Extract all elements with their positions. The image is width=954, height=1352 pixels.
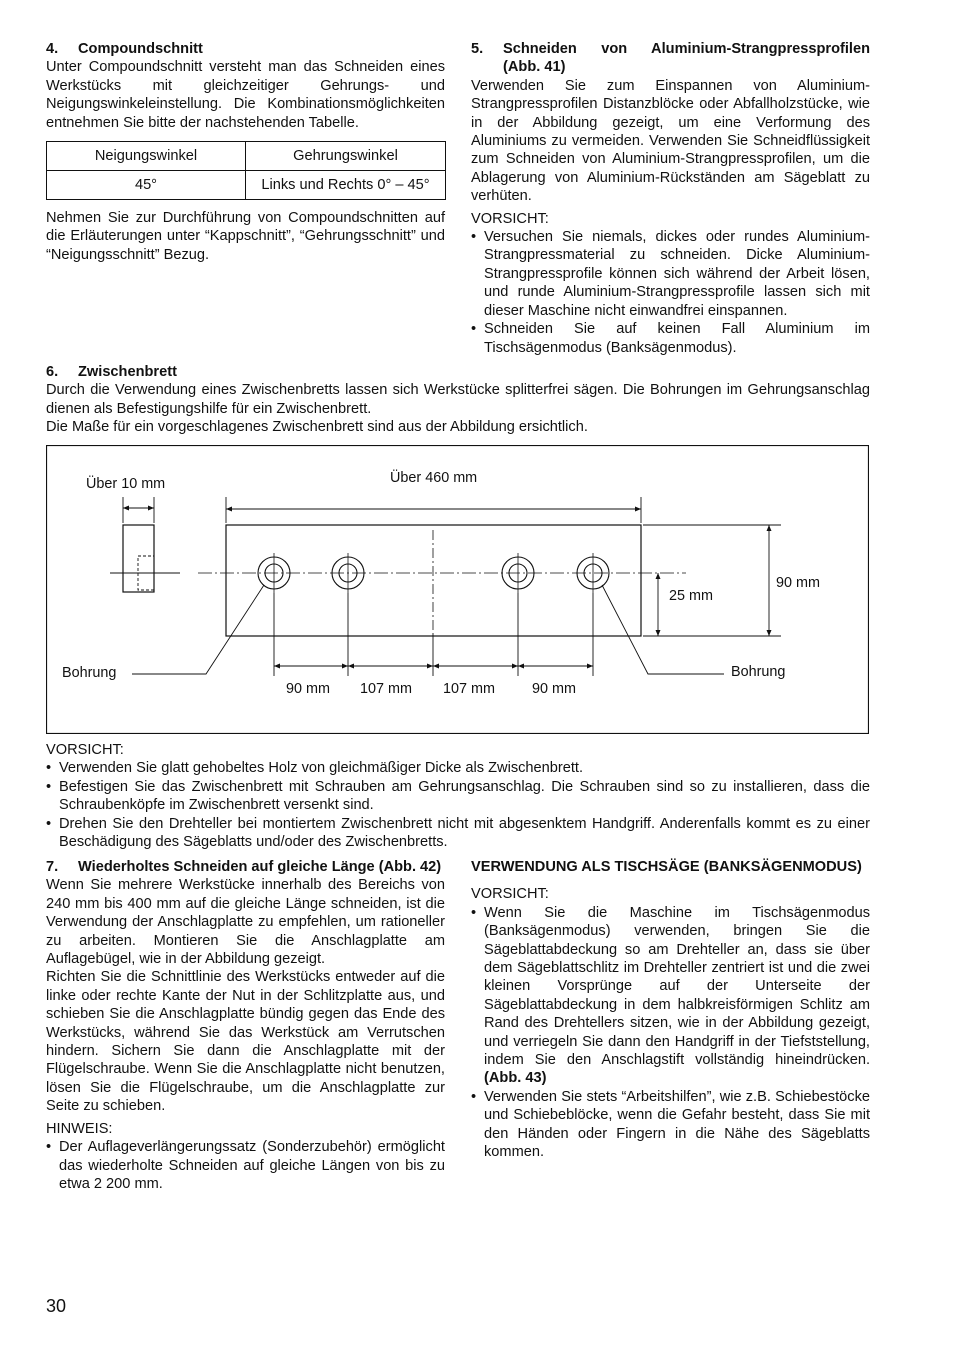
list-item: • Versuchen Sie niemals, dickes oder rundes Aluminium-Strangpressmaterial zu schneiden. Dicke Aluminium-Strangpressprofile können sich während der Arbeit lösen, und runde Aluminium-Strangpressprofile lassen sich mit dieser Maschine nicht einwandfrei einspannen.: [471, 228, 870, 320]
label-over-10mm: Über 10 mm: [86, 476, 166, 492]
list-item: • Verwenden Sie glatt gehobeltes Holz von gleichmäßiger Dicke als Zwischenbrett.: [46, 759, 870, 777]
list-item: • Befestigen Sie das Zwischenbrett mit Schrauben am Gehrungsanschlag. Die Schrauben sind so zu installieren, dass die Schraubenköpfe im Zwischenbrett versenkt sind.: [46, 778, 870, 815]
label-bohrung-left: Bohrung: [62, 665, 117, 681]
sub-fence-diagram: [46, 445, 869, 734]
label-over-460mm: Über 460 mm: [390, 470, 478, 486]
list-item: • Schneiden Sie auf keinen Fall Aluminium im Tischsägenmodus (Banksägenmodus).: [471, 320, 870, 357]
section-body: Richten Sie die Schnittlinie des Werkstücks entweder auf die linke oder rechte Kante der Nut in der Schlitzplatte aus, und schieben Sie die Anschlagplatte bündig gegen das Ende des Werkstücks, während Sie das Werkstück am Verrutschen hindern. Sichern Sie dann die Anschlagplatte mit der Flügelschraube. Wenn Sie die Anschlagplatte nicht benutzen, lösen Sie die Flügelschraube, um die Anschlagplatte zur Seite zu schieben.: [46, 969, 445, 1115]
caution-label: VORSICHT:: [46, 742, 124, 758]
sub-fence-caution: [46, 741, 870, 851]
section-heading: 4. Compoundschnitt: [46, 41, 203, 57]
list-item: • Drehen Sie den Drehteller bei montiertem Zwischenbrett nicht mit abgesenktem Handgriff. Anderenfalls kommt es zu einer Beschädigung des Sägeblatts und/oder des Zwischenbretts.: [46, 815, 870, 852]
list-item: • Wenn Sie die Maschine im Tischsägenmodus (Banksägenmodus) verwenden, bringen Sie die Sägeblattabdeckung so am Drehteller an, dass sie über dem Sägeblattschlitz im Drehteller zentriert ist und die zwei kleinen Vorsprünge auf der Unterseite der Sägeblattabdeckung in dem halbkreisförmigen Schlitz am Rand des Drehtellers sitzen, wie in der Abbildung gezeigt, und verriegeln Sie dann den Handgriff in der Tiefststellung, indem Sie den Anschlagstift vollständig hineindrücken. (Abb. 43): [471, 904, 870, 1088]
section-heading: 6. Zwischenbrett: [46, 364, 177, 380]
section-heading: 7. Wiederholtes Schneiden auf gleiche Länge (Abb. 42): [46, 859, 442, 875]
section-sub-fence: [46, 363, 870, 437]
table-cell-bevel: 45°: [47, 171, 246, 200]
label-height-25mm: 25 mm: [669, 588, 713, 604]
figure-ref: (Abb. 43): [484, 1070, 547, 1087]
note-list: [46, 1138, 445, 1193]
label-dim-3: 107 mm: [443, 681, 495, 697]
section-compound-cut: [46, 40, 445, 264]
list-item: • Verwenden Sie stets “Arbeitshilfen”, wie z.B. Schiebestöcke und Schiebeblöcke, wenn die Gefahr besteht, dass Sie mit den Händen oder Fingern in die Nähe des Sägeblatts kommen.: [471, 1088, 870, 1162]
section-body: Verwenden Sie zum Einspannen von Aluminium-Strangpressprofilen Distanzblöcke oder Abfallholzstücke, wie in der Abbildung gezeigt, um eine Verformung des Aluminiums zu vermeiden. Verwenden Sie Schneidflüssigkeit zum Schneiden von Aluminium-Strangpressprofilen, um die Ablagerung von Aluminium-Rückständen am Sägeblatt zu verhüten.: [471, 77, 870, 205]
list-item: • Der Auflageverlängerungssatz (Sonderzubehör) ermöglicht das wiederholte Schneiden auf gleiche Längen von bis zu etwa 2 200 mm.: [46, 1138, 445, 1193]
section-body: Wenn Sie mehrere Werkstücke innerhalb des Bereichs von 240 mm bis 400 mm auf die gleiche Länge schneiden, ist die Verwendung der Anschlagplatte zu empfehlen, um rationeller zu arbeiten. Montieren Sie die Anschlagplatte am Auflagebügel, wie in der Abbildung gezeigt.: [46, 877, 445, 968]
caution-label: VORSICHT:: [471, 886, 549, 903]
section-body: Die Maße für ein vorgeschlagenes Zwischenbrett sind aus der Abbildung ersichtlich.: [46, 419, 588, 436]
label-dim-2: 107 mm: [360, 681, 412, 697]
caution-list: [471, 904, 870, 1162]
table-header-miter: Gehrungswinkel: [246, 142, 446, 171]
section-heading: 5. Schneiden von Aluminium-Strangpressprofilen (Abb. 41): [471, 41, 870, 76]
table-header-bevel: Neigungswinkel: [47, 142, 246, 171]
label-dim-1: 90 mm: [286, 681, 330, 697]
caution-list: [46, 759, 870, 851]
section-aluminium: [471, 40, 870, 357]
caution-label: VORSICHT:: [471, 210, 549, 227]
section-intro: Unter Compoundschnitt versteht man das Schneiden eines Werkstücks mit gleichzeitiger Gehrungs- und Neigungswinkeleinstellung. Die Kombinationsmöglichkeiten entnehmen Sie bitte der nachstehenden Tabelle.: [46, 59, 445, 131]
caution-list: [471, 228, 870, 357]
section-body: Durch die Verwendung eines Zwischenbretts lassen sich Werkstücke splitterfrei sägen. Die Bohrungen im Gehrungsanschlag dienen als Befestigungshilfe für ein Zwischenbrett.: [46, 382, 870, 417]
section-heading: VERWENDUNG ALS TISCHSÄGE (BANKSÄGENMODUS): [471, 859, 862, 875]
label-bohrung-right: Bohrung: [731, 664, 786, 680]
section-repetitive-cut: [46, 858, 445, 1193]
angle-table: [46, 141, 446, 200]
section-table-saw: [471, 858, 870, 1162]
table-cell-miter: Links und Rechts 0° – 45°: [246, 171, 446, 200]
page-number: 30: [46, 1296, 67, 1316]
label-dim-4: 90 mm: [532, 681, 576, 697]
note-label: HINWEIS:: [46, 1120, 113, 1137]
section-outro: Nehmen Sie zur Durchführung von Compoundschnitten auf die Erläuterungen unter “Kappschnitt”, “Gehrungsschnitt” und “Neigungsschnitt” Bezug.: [46, 210, 445, 263]
label-height-90mm: 90 mm: [776, 575, 820, 591]
